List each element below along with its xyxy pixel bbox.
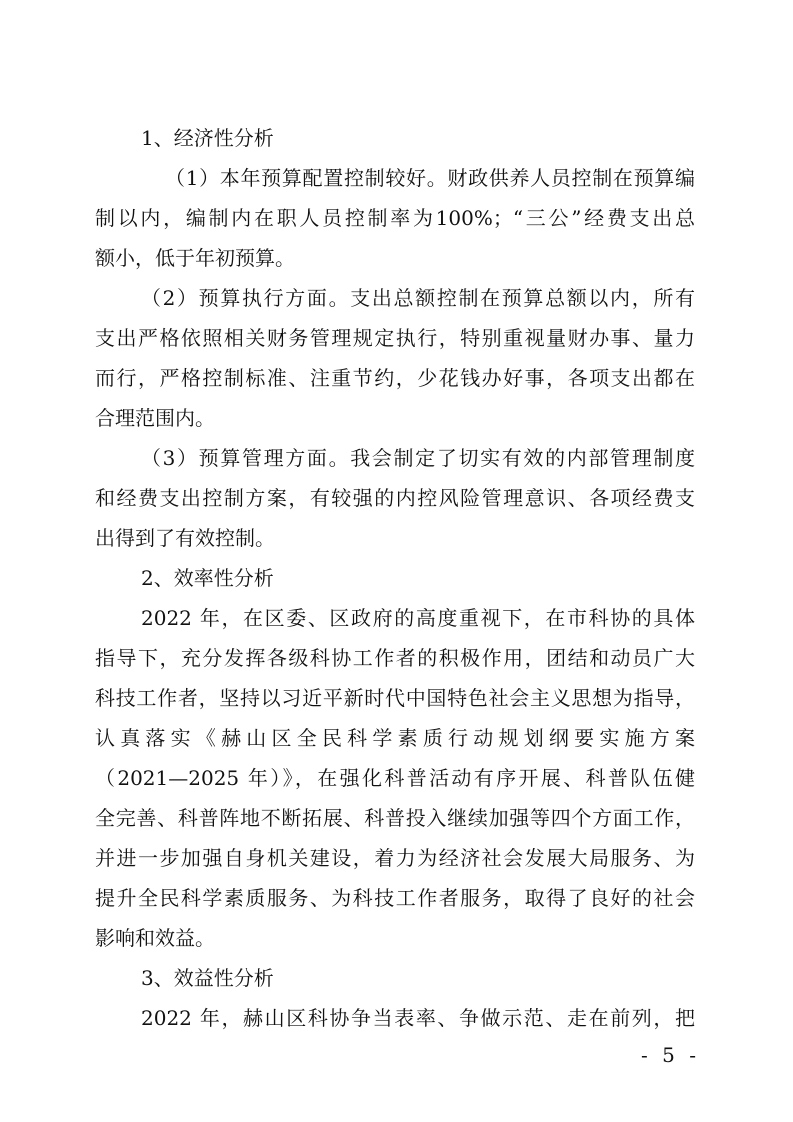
paragraph-line: 支出严格依照相关财务管理规定执行，特别重视量财办事、量力 [95, 326, 695, 350]
paragraph-line: （2）预算执行方面。支出总额控制在预算总额以内，所有 [141, 286, 695, 310]
paragraph-line: 额小，低于年初预算。 [95, 246, 295, 270]
paragraph-line: 而行，严格控制标准、注重节约，少花钱办好事，各项支出都在 [95, 366, 695, 390]
paragraph-line: （2021—2025 年）》，在强化科普活动有序开展、科普队伍健 [95, 766, 695, 790]
page-number: - 5 - [641, 1043, 700, 1067]
paragraph-line: 认真落实《赫山区全民科学素质行动规划纲要实施方案 [95, 726, 695, 750]
paragraph-line: （1）本年预算配置控制较好。财政供养人员控制在预算编 [165, 166, 695, 190]
paragraph-line: 影响和效益。 [95, 926, 215, 950]
paragraph-line: 合理范围内。 [95, 406, 215, 430]
paragraph-line: 出得到了有效控制。 [95, 526, 275, 550]
paragraph-line: 2022 年，在区委、区政府的高度重视下，在市科协的具体 [141, 606, 695, 630]
paragraph-line: 科技工作者，坚持以习近平新时代中国特色社会主义思想为指导， [95, 686, 695, 710]
paragraph-line: （3）预算管理方面。我会制定了切实有效的内部管理制度 [141, 446, 695, 470]
paragraph-line: 并进一步加强自身机关建设，着力为经济社会发展大局服务、为 [95, 846, 695, 870]
section-heading-efficiency: 2、效率性分析 [141, 566, 274, 590]
paragraph-line: 全完善、科普阵地不断拓展、科普投入继续加强等四个方面工作， [95, 806, 695, 830]
section-heading-economy: 1、经济性分析 [141, 126, 274, 150]
paragraph-line: 2022 年，赫山区科协争当表率、争做示范、走在前列，把 [141, 1006, 695, 1030]
paragraph-line: 提升全民科学素质服务、为科技工作者服务，取得了良好的社会 [95, 886, 695, 910]
paragraph-line: 制以内，编制内在职人员控制率为100%；“三公”经费支出总 [95, 206, 695, 230]
paragraph-line: 和经费支出控制方案，有较强的内控风险管理意识、各项经费支 [95, 486, 695, 510]
section-heading-effectiveness: 3、效益性分析 [141, 966, 274, 990]
paragraph-line: 指导下，充分发挥各级科协工作者的积极作用，团结和动员广大 [95, 646, 695, 670]
